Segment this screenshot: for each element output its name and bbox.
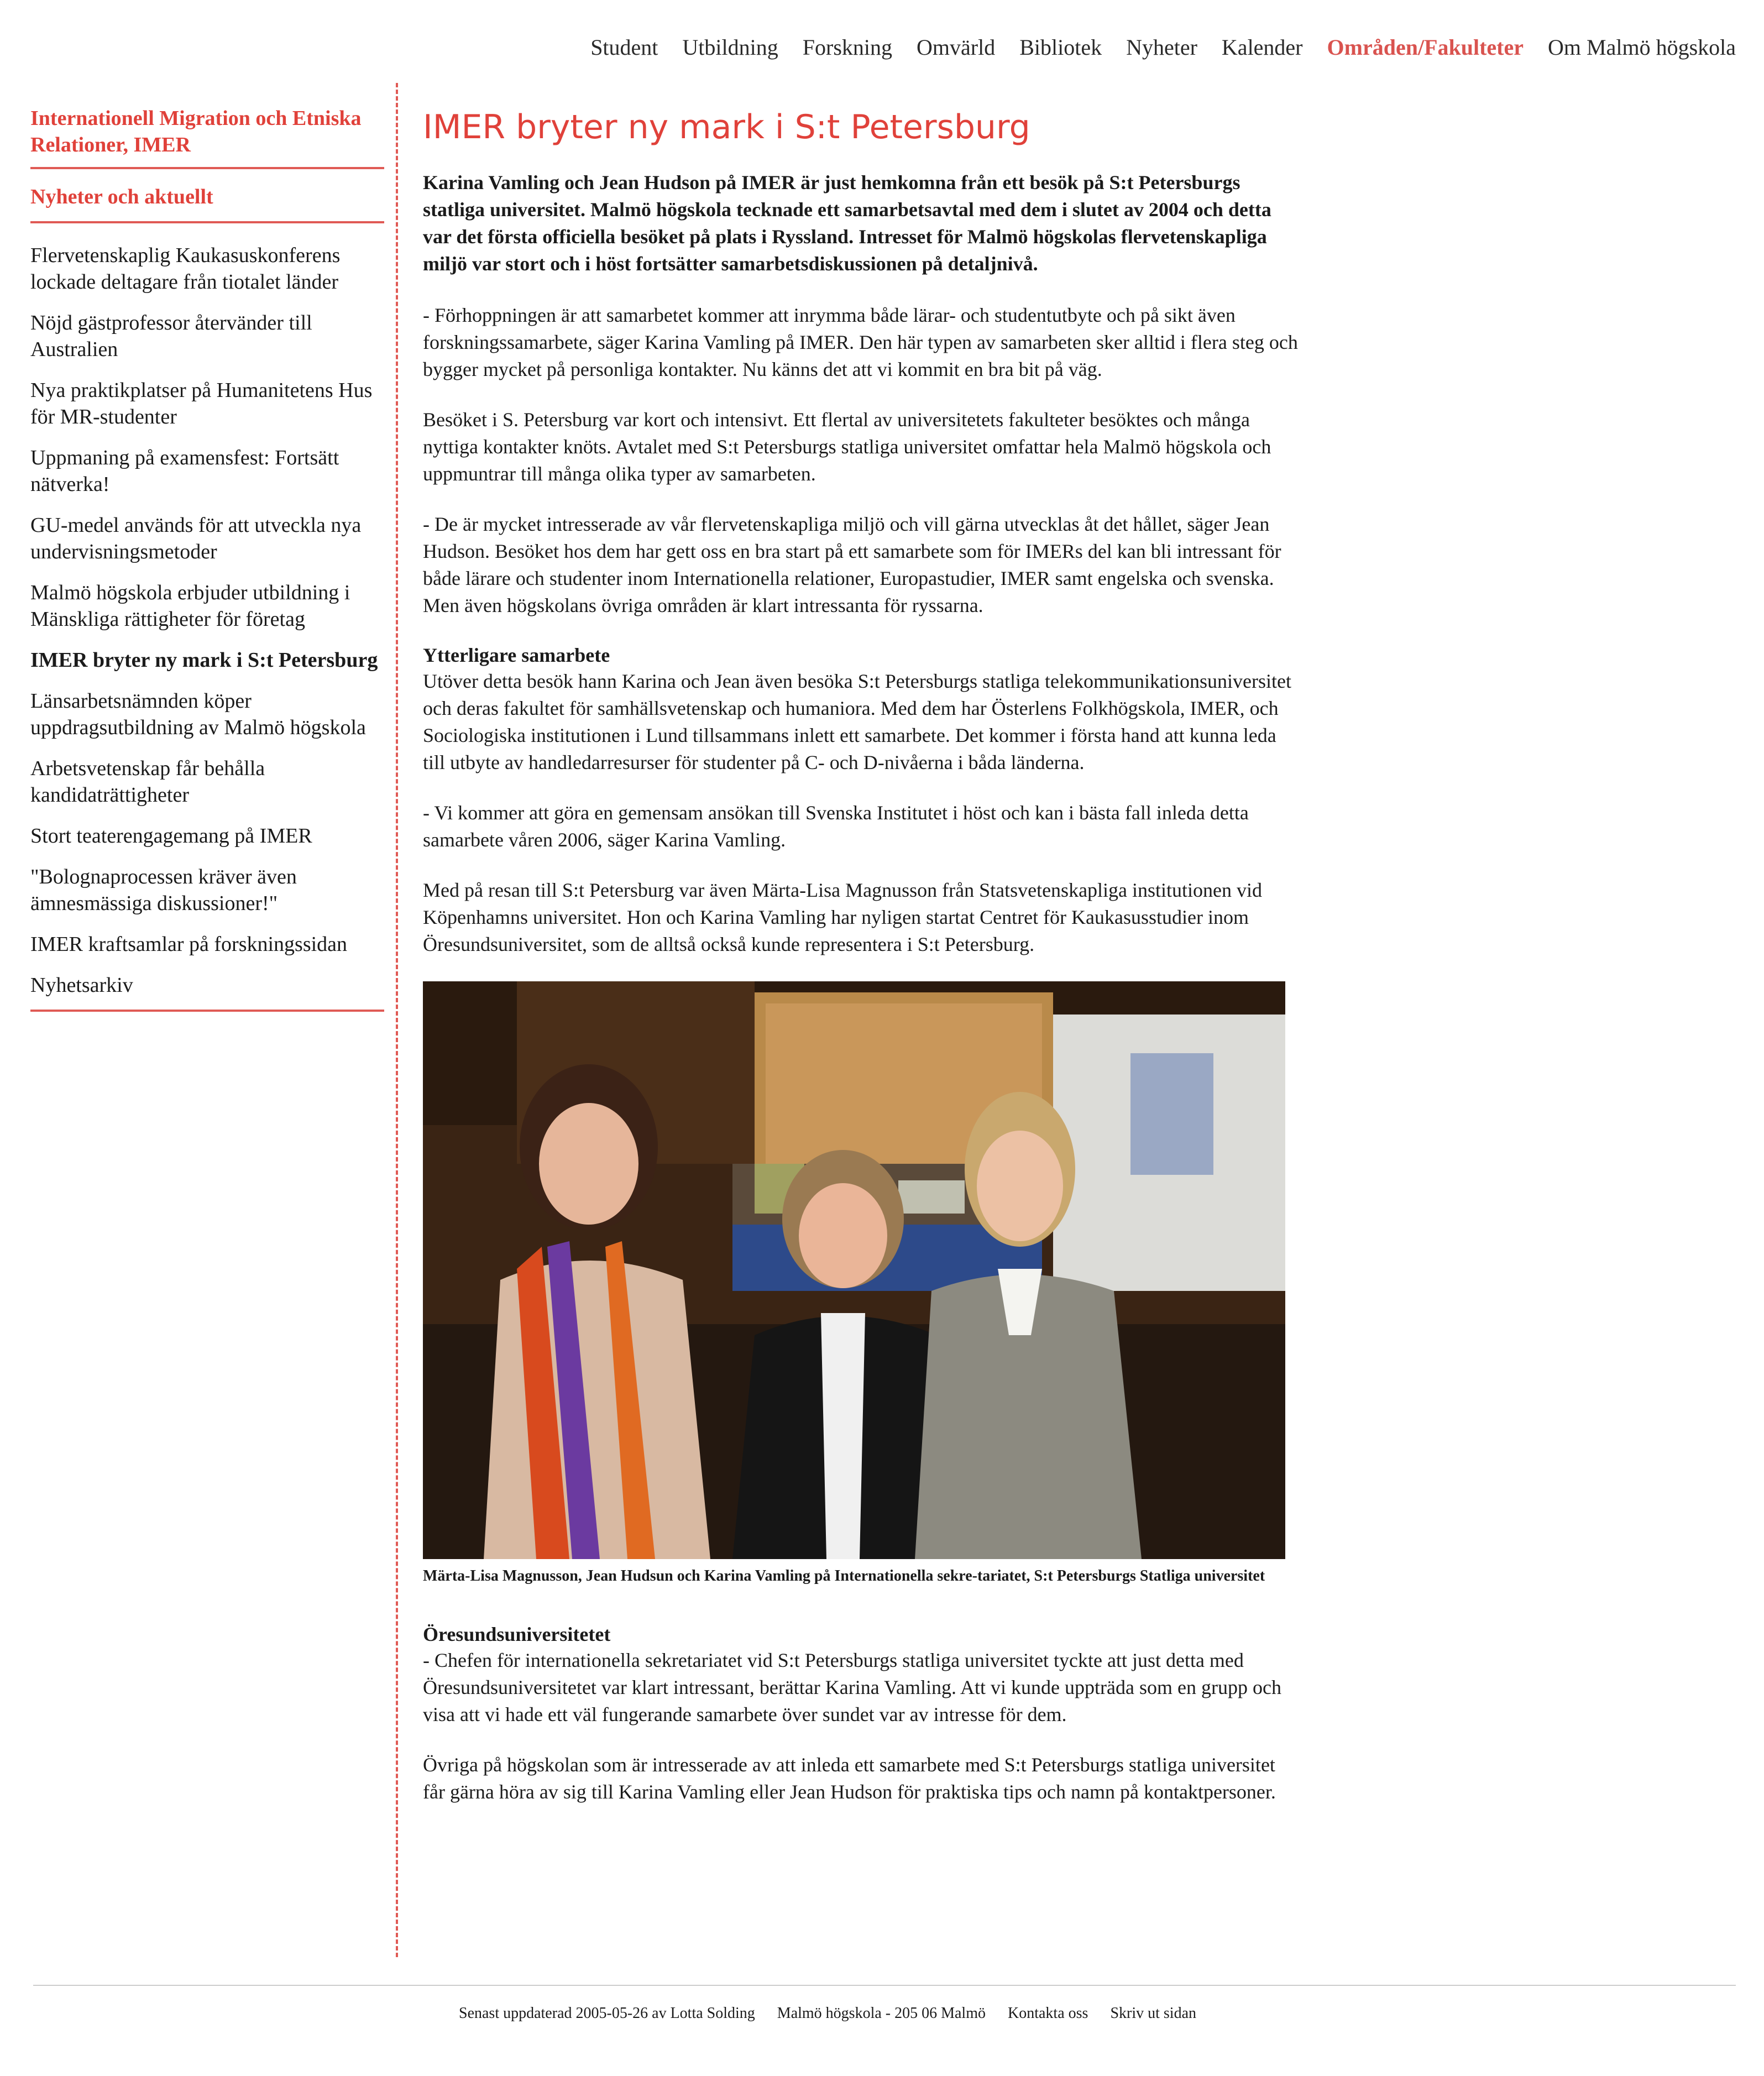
sidebar-title[interactable]: Internationell Migration och Etniska Relationer, IMER <box>30 105 384 169</box>
sidebar-item-praktikplatser[interactable]: Nya praktikplatser på Humanitetens Hus för MR-studenter <box>30 379 373 428</box>
sidebar-section-heading[interactable]: Nyheter och aktuellt <box>30 184 384 223</box>
sidebar-item-kraftsamlar[interactable]: IMER kraftsamlar på forskningssidan <box>30 933 348 956</box>
sidebar-item-manskliga-rattigheter[interactable]: Malmö högskola erbjuder utbildning i Mänskliga rättigheter för företag <box>30 581 350 631</box>
nav-item-omraden-fakulteter[interactable]: Områden/Fakulteter <box>1327 35 1524 60</box>
sidebar-item-bolognaprocessen[interactable]: "Bolognaprocessen kräver även ämnesmässiga diskussioner!" <box>30 865 297 915</box>
article-paragraph: - De är mycket intresserade av vår flervetenskapliga miljö och vill gärna utvecklas åt det hållet, säger Jean Hudson. Besöket hos dem har gett oss en bra start på ett samarbete som för IMERs del kan bli intressant för både lärare och studenter inom Internationella relationer, Europastudier, IMER samt engelska och svenska. Men även högskolans övriga områden är klart intressanta för ryssarna. <box>423 513 1281 616</box>
footer <box>459 2005 1196 2022</box>
article-photo <box>423 981 1285 1559</box>
sidebar-item-arbetsvetenskap[interactable]: Arbetsvetenskap får behålla kandidaträttigheter <box>30 757 265 807</box>
nav-item-om-malmo-hogskola[interactable]: Om Malmö högskola <box>1548 35 1736 60</box>
sidebar-item-lansarbetsnamnden[interactable]: Länsarbetsnämnden köper uppdragsutbildning av Malmö högskola <box>30 689 366 739</box>
article-lead: Karina Vamling och Jean Hudson på IMER är just hemkomna från ett besök på S:t Petersburgs statliga universitet. Malmö högskola tecknade ett samarbetsavtal med dem i slutet av 2004 och detta var det första officiella besöket på plats i Ryssland. Intresset för Malmö högskolas flervetenskapliga miljö var stort och i höst fortsätter samarbetsdiskussionen på detaljnivå. <box>423 171 1271 275</box>
nav-item-kalender[interactable]: Kalender <box>1221 35 1303 60</box>
sidebar-item-examensfest[interactable]: Uppmaning på examensfest: Fortsätt nätverka! <box>30 446 339 496</box>
nav-item-nyheter[interactable]: Nyheter <box>1126 35 1197 60</box>
sidebar <box>30 105 384 1012</box>
nav-item-student[interactable]: Student <box>590 35 658 60</box>
article-paragraph: Övriga på högskolan som är intresserade av att inleda ett samarbete med S:t Petersburgs statliga universitet får gärna höra av sig till Karina Vamling eller Jean Hudson för praktiska tips och namn på kontaktpersoner. <box>423 1754 1276 1803</box>
article-title: IMER bryter ny mark i S:t Petersburg <box>423 108 1030 147</box>
sidebar-item-kaukasuskonferens[interactable]: Flervetenskaplig Kaukasuskonferens lockade deltagare från tiotalet länder <box>30 244 341 294</box>
last-updated-text: Senast uppdaterad 2005-05-26 av Lotta Solding <box>459 2005 755 2022</box>
column-divider <box>396 83 398 1957</box>
photo-caption: Märta-Lisa Magnusson, Jean Hudsun och Karina Vamling på Internationella sekre-tariatet, S:t Petersburgs Statliga universitet <box>423 1567 1265 1585</box>
print-page-link[interactable]: Skriv ut sidan <box>1110 2005 1196 2022</box>
sidebar-item-current-article[interactable]: IMER bryter ny mark i S:t Petersburg <box>30 649 378 672</box>
article <box>423 105 1302 1829</box>
nav-item-bibliotek[interactable]: Bibliotek <box>1019 35 1102 60</box>
article-paragraph: - Chefen för internationella sekretariatet vid S:t Petersburgs statliga universitet tyckte att just detta med Öresundsuniversitetet var klart intressant, berättar Karina Vamling. Att vi kunde uppträda som en grupp och visa att vi hade ett väl fungerande samarbete över sundet var av intresse för dem. <box>423 1649 1281 1725</box>
nav-item-utbildning[interactable]: Utbildning <box>682 35 778 60</box>
sidebar-archive-link[interactable]: Nyhetsarkiv <box>30 972 384 1012</box>
contact-link[interactable]: Kontakta oss <box>1008 2005 1088 2022</box>
footer-divider <box>33 1985 1736 1986</box>
sidebar-news-list <box>30 242 384 958</box>
nav-item-omvarld[interactable]: Omvärld <box>917 35 996 60</box>
nav-item-forskning[interactable]: Forskning <box>802 35 893 60</box>
top-navigation <box>498 34 1736 67</box>
article-paragraph: Utöver detta besök hann Karina och Jean även besöka S:t Petersburgs statliga telekommunikationsuniversitet och deras fakultet för samhällsvetenskap och humaniora. Med dem har Österlens Folkhögskola, IMER, och Sociologiska institutionen i Lund tillsammans inlett ett samarbete. Det kommer i första hand att kunna leda till utbyte av handledarresurser för studenter på C- och D-nivåerna i båda länderna. <box>423 670 1291 773</box>
address-text: Malmö högskola - 205 06 Malmö <box>777 2005 986 2022</box>
article-paragraph: Med på resan till S:t Petersburg var även Märta-Lisa Magnusson från Statsvetenskapliga institutionen vid Köpenhamns universitet. Hon och Karina Vamling har nyligen startat Centret för Kaukasusstudier inom Öresundsuniversitet, som de alltså också kunde representera i S:t Petersburg. <box>423 879 1263 955</box>
sidebar-item-teaterengagemang[interactable]: Stort teaterengagemang på IMER <box>30 824 312 848</box>
article-paragraph: - Förhoppningen är att samarbetet kommer att inrymma både lärar- och studentutbyte och på sikt även forskningssamarbete, säger Karina Vamling på IMER. Den här typen av samarbeten sker alltid i flera steg och bygger mycket på personliga kontakter. Nu känns det att vi kommit en bra bit på väg. <box>423 304 1298 380</box>
article-subheading: Öresundsuniversitetet <box>423 1623 611 1645</box>
article-paragraph: - Vi kommer att göra en gemensam ansökan till Svenska Institutet i höst och kan i bästa fall inleda detta samarbete våren 2006, säger Karina Vamling. <box>423 802 1249 851</box>
article-paragraph: Besöket i S. Petersburg var kort och intensivt. Ett flertal av universitetets fakulteter besöktes och många nyttiga kontakter knöts. Avtalet med S:t Petersburgs statliga universitet omfattar hela Malmö högskola och uppmuntrar till många olika typer av samarbeten. <box>423 409 1271 485</box>
article-subheading: Ytterligare samarbete <box>423 644 610 666</box>
sidebar-item-gastprofessor[interactable]: Nöjd gästprofessor återvänder till Australien <box>30 311 312 361</box>
sidebar-item-gu-medel[interactable]: GU-medel används för att utveckla nya undervisningsmetoder <box>30 514 362 563</box>
